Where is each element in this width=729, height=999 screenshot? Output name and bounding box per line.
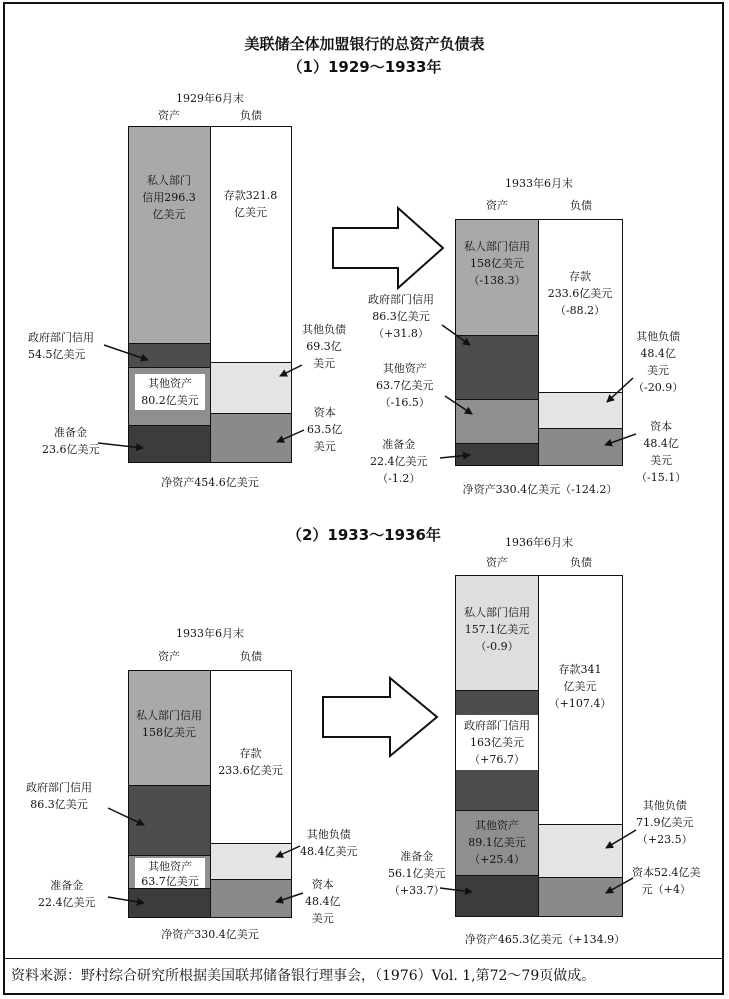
- section-2-heading: （2）1933～1936年: [287, 526, 441, 544]
- s1-before-date: 1929年6月末: [176, 92, 244, 105]
- s1-after-date: 1933年6月末: [505, 177, 573, 190]
- s2-after-reserves-label: 准备金 56.1亿美元 （+33.7）: [388, 850, 446, 897]
- s1-after-liabilities-header: 负债: [570, 199, 592, 212]
- leader-s2a-reserves: [440, 888, 472, 892]
- leader-s1a-other: [445, 396, 472, 414]
- s1-before-net-assets: 净资产454.6亿美元: [161, 476, 259, 489]
- transition-arrow-2: [323, 678, 437, 756]
- leader-s2-gov: [108, 808, 144, 825]
- s2-before-date: 1933年6月末: [176, 627, 244, 640]
- s1-before-assets-header: 资产: [158, 109, 180, 122]
- s2-before-other-liabilities-label: 其他负债 48.4亿美元: [300, 828, 358, 858]
- s2-after-date: 1936年6月末: [505, 536, 573, 549]
- s1-before-liabilities-header: 负债: [240, 109, 262, 122]
- s1-after-other-liabilities-label: 其他负债 48.4亿 美元 （-20.9）: [633, 330, 684, 394]
- s1-after-gov-credit-label: 政府部门信用 86.3亿美元 （+31.8）: [368, 293, 434, 340]
- figure-title: 美联储全体加盟银行的总资产负债表: [244, 35, 485, 53]
- s2-before-capital-label: 资本 48.4亿 美元: [305, 878, 341, 925]
- section-1-heading: （1）1929～1933年: [287, 58, 442, 76]
- s2-after-other-assets-label: 其他资产 89.1亿美元 （+25.4）: [468, 819, 526, 866]
- s2-after-liabilities-header: 负债: [570, 556, 592, 569]
- s1-after-capital-label: 资本 48.4亿 美元 （-15.1）: [636, 420, 687, 484]
- transition-arrow-1: [333, 208, 443, 288]
- leader-s1a-capital: [605, 434, 636, 445]
- s2-before-assets-header: 资产: [158, 650, 180, 663]
- leader-s1a-otherliab: [607, 378, 633, 402]
- s2-before-gov-credit-label: 政府部门信用 86.3亿美元: [26, 781, 92, 811]
- s1-after-private-credit-label: 私人部门信用 158亿美元 （-138.3）: [464, 240, 530, 287]
- s1-after-deposits-label: 存款 233.6亿美元 （-88.2）: [547, 270, 613, 317]
- leader-s2-otherliab: [276, 846, 300, 857]
- s1-before-reserves-label: 准备金 23.6亿美元: [42, 426, 100, 456]
- s1-before-deposits-label: 存款321.8 亿美元: [223, 189, 278, 219]
- s1-after-assets-header: 资产: [486, 199, 508, 212]
- s1-before-private-credit-label: 私人部门 信用296.3 亿美元: [142, 174, 196, 221]
- leader-s2-capital: [276, 893, 303, 902]
- leader-s1a-gov: [442, 325, 470, 345]
- s1-before-gov-credit-label: 政府部门信用 54.5亿美元: [28, 331, 94, 361]
- leader-s1-gov: [104, 345, 148, 360]
- leader-s1a-reserves: [440, 455, 470, 458]
- s1-after-other-assets-label: 其他资产 63.7亿美元 （-16.5）: [376, 362, 434, 409]
- s2-before-reserves-label: 准备金 22.4亿美元: [38, 879, 96, 909]
- s1-before-other-liabilities-label: 其他负债 69.3亿 美元: [302, 323, 346, 370]
- leader-s2-reserves: [108, 897, 144, 903]
- s2-before-deposits-label: 存款 233.6亿美元: [218, 747, 283, 777]
- leader-s1-otherliab: [280, 365, 302, 376]
- s2-after-net-assets: 净资产465.3亿美元（+134.9）: [464, 933, 626, 946]
- s2-before-other-assets-label: 其他资产 63.7亿美元: [135, 858, 205, 890]
- s1-after-net-assets: 净资产330.4亿美元（-124.2）: [462, 483, 618, 496]
- s2-after-private-credit-label: 私人部门信用 157.1亿美元 （-0.9）: [464, 606, 530, 653]
- s2-after-capital-label: 资本52.4亿美 元（+4）: [632, 866, 701, 896]
- leader-s1-reserves: [98, 443, 143, 448]
- s2-after-assets-header: 资产: [486, 556, 508, 569]
- source-note: 资料来源：野村综合研究所根据美国联邦储备银行理事会，（1976）Vol. 1,第72～79页做成。: [3, 958, 724, 995]
- s2-after-gov-credit-label: 政府部门信用 163亿美元 （+76.7）: [456, 715, 538, 770]
- s1-before-other-assets-label: 其他资产 80.2亿美元: [135, 374, 205, 410]
- s1-before-capital-label: 资本 63.5亿 美元: [307, 406, 343, 453]
- s2-after-other-liabilities-label: 其他负债 71.9亿美元 （+23.5）: [636, 799, 694, 846]
- s2-before-private-credit-label: 私人部门信用 158亿美元: [136, 709, 202, 739]
- s2-after-deposits-label: 存款341 亿美元 （+107.4）: [548, 663, 612, 710]
- s1-after-reserves-label: 准备金 22.4亿美元 （-1.2）: [370, 438, 428, 485]
- s2-before-liabilities-header: 负债: [240, 650, 262, 663]
- s2-before-net-assets: 净资产330.4亿美元: [161, 928, 259, 941]
- leader-s1-capital: [277, 430, 304, 442]
- leader-s2a-otherliab: [606, 830, 636, 848]
- leader-s2a-capital: [606, 878, 633, 893]
